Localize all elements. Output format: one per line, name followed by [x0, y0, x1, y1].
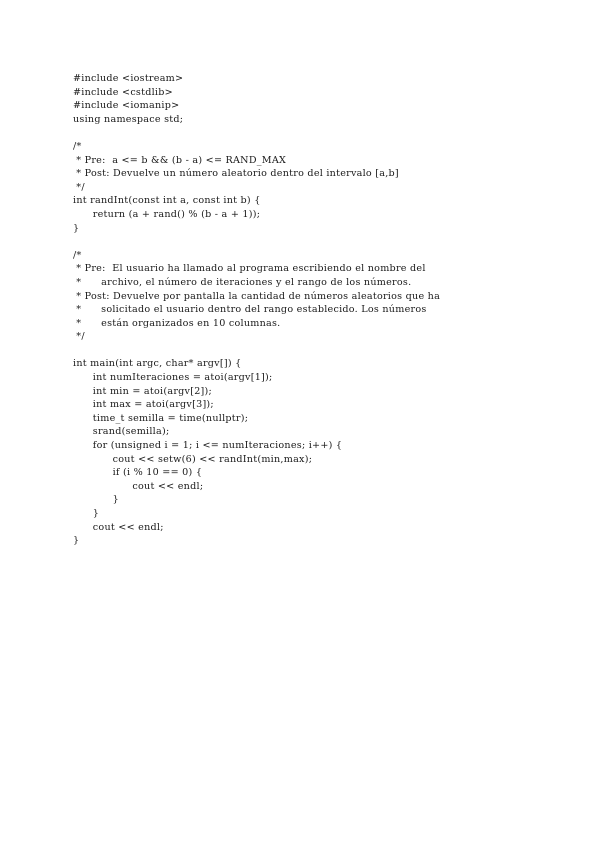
code-line: int main(int argc, char* argv[]) { — [73, 358, 242, 370]
code-line: } — [73, 535, 80, 547]
code-line — [73, 235, 440, 249]
code-line: * Pre: a <= b && (b - a) <= RAND_MAX — [73, 154, 287, 166]
code-line: srand(semilla); — [73, 426, 170, 438]
code-line — [73, 344, 440, 358]
code-line: * Pre: El usuario ha llamado al programa escribiendo el nombre del — [73, 263, 426, 275]
code-line: int min = atoi(argv[2]); — [73, 385, 213, 397]
code-line: * están organizados en 10 columnas. — [73, 317, 281, 329]
code-line: * archivo, el número de iteraciones y el rango de los números. — [73, 276, 412, 288]
code-line: time_t semilla = time(nullptr); — [73, 412, 249, 424]
code-line: * Post: Devuelve un número aleatorio dentro del intervalo [a,b] — [73, 168, 399, 180]
code-line: #include <cstdlib> — [73, 86, 173, 98]
code-line: int numIteraciones = atoi(argv[1]); — [73, 372, 273, 384]
code-line: } — [73, 222, 80, 234]
code-line: } — [73, 508, 100, 519]
code-line: #include <iostream> — [73, 73, 184, 84]
code-line: } — [73, 494, 119, 506]
code-line: */ — [73, 181, 85, 193]
code-line: /* — [73, 140, 82, 152]
code-line: cout << setw(6) << randInt(min,max); — [73, 453, 313, 465]
code-line: cout << endl; — [73, 480, 204, 492]
code-line: using namespace std; — [73, 113, 184, 125]
code-line: /* — [73, 249, 82, 261]
code-listing — [73, 72, 440, 548]
code-line: int max = atoi(argv[3]); — [73, 399, 214, 411]
code-line: * Post: Devuelve por pantalla la cantidad de números aleatorios que ha — [73, 290, 441, 302]
code-line: * solicitado el usuario dentro del rango establecido. Los números — [73, 304, 427, 316]
code-line: if (i % 10 == 0) { — [73, 467, 203, 479]
code-line — [73, 126, 440, 140]
code-line: #include <iomanip> — [73, 100, 180, 112]
code-line: cout << endl; — [73, 521, 164, 533]
code-line: int randInt(const int a, const int b) { — [73, 195, 261, 207]
code-line: */ — [73, 331, 85, 343]
code-line: return (a + rand() % (b - a + 1)); — [73, 208, 261, 220]
code-line: for (unsigned i = 1; i <= numIteraciones; i++) { — [73, 440, 343, 452]
